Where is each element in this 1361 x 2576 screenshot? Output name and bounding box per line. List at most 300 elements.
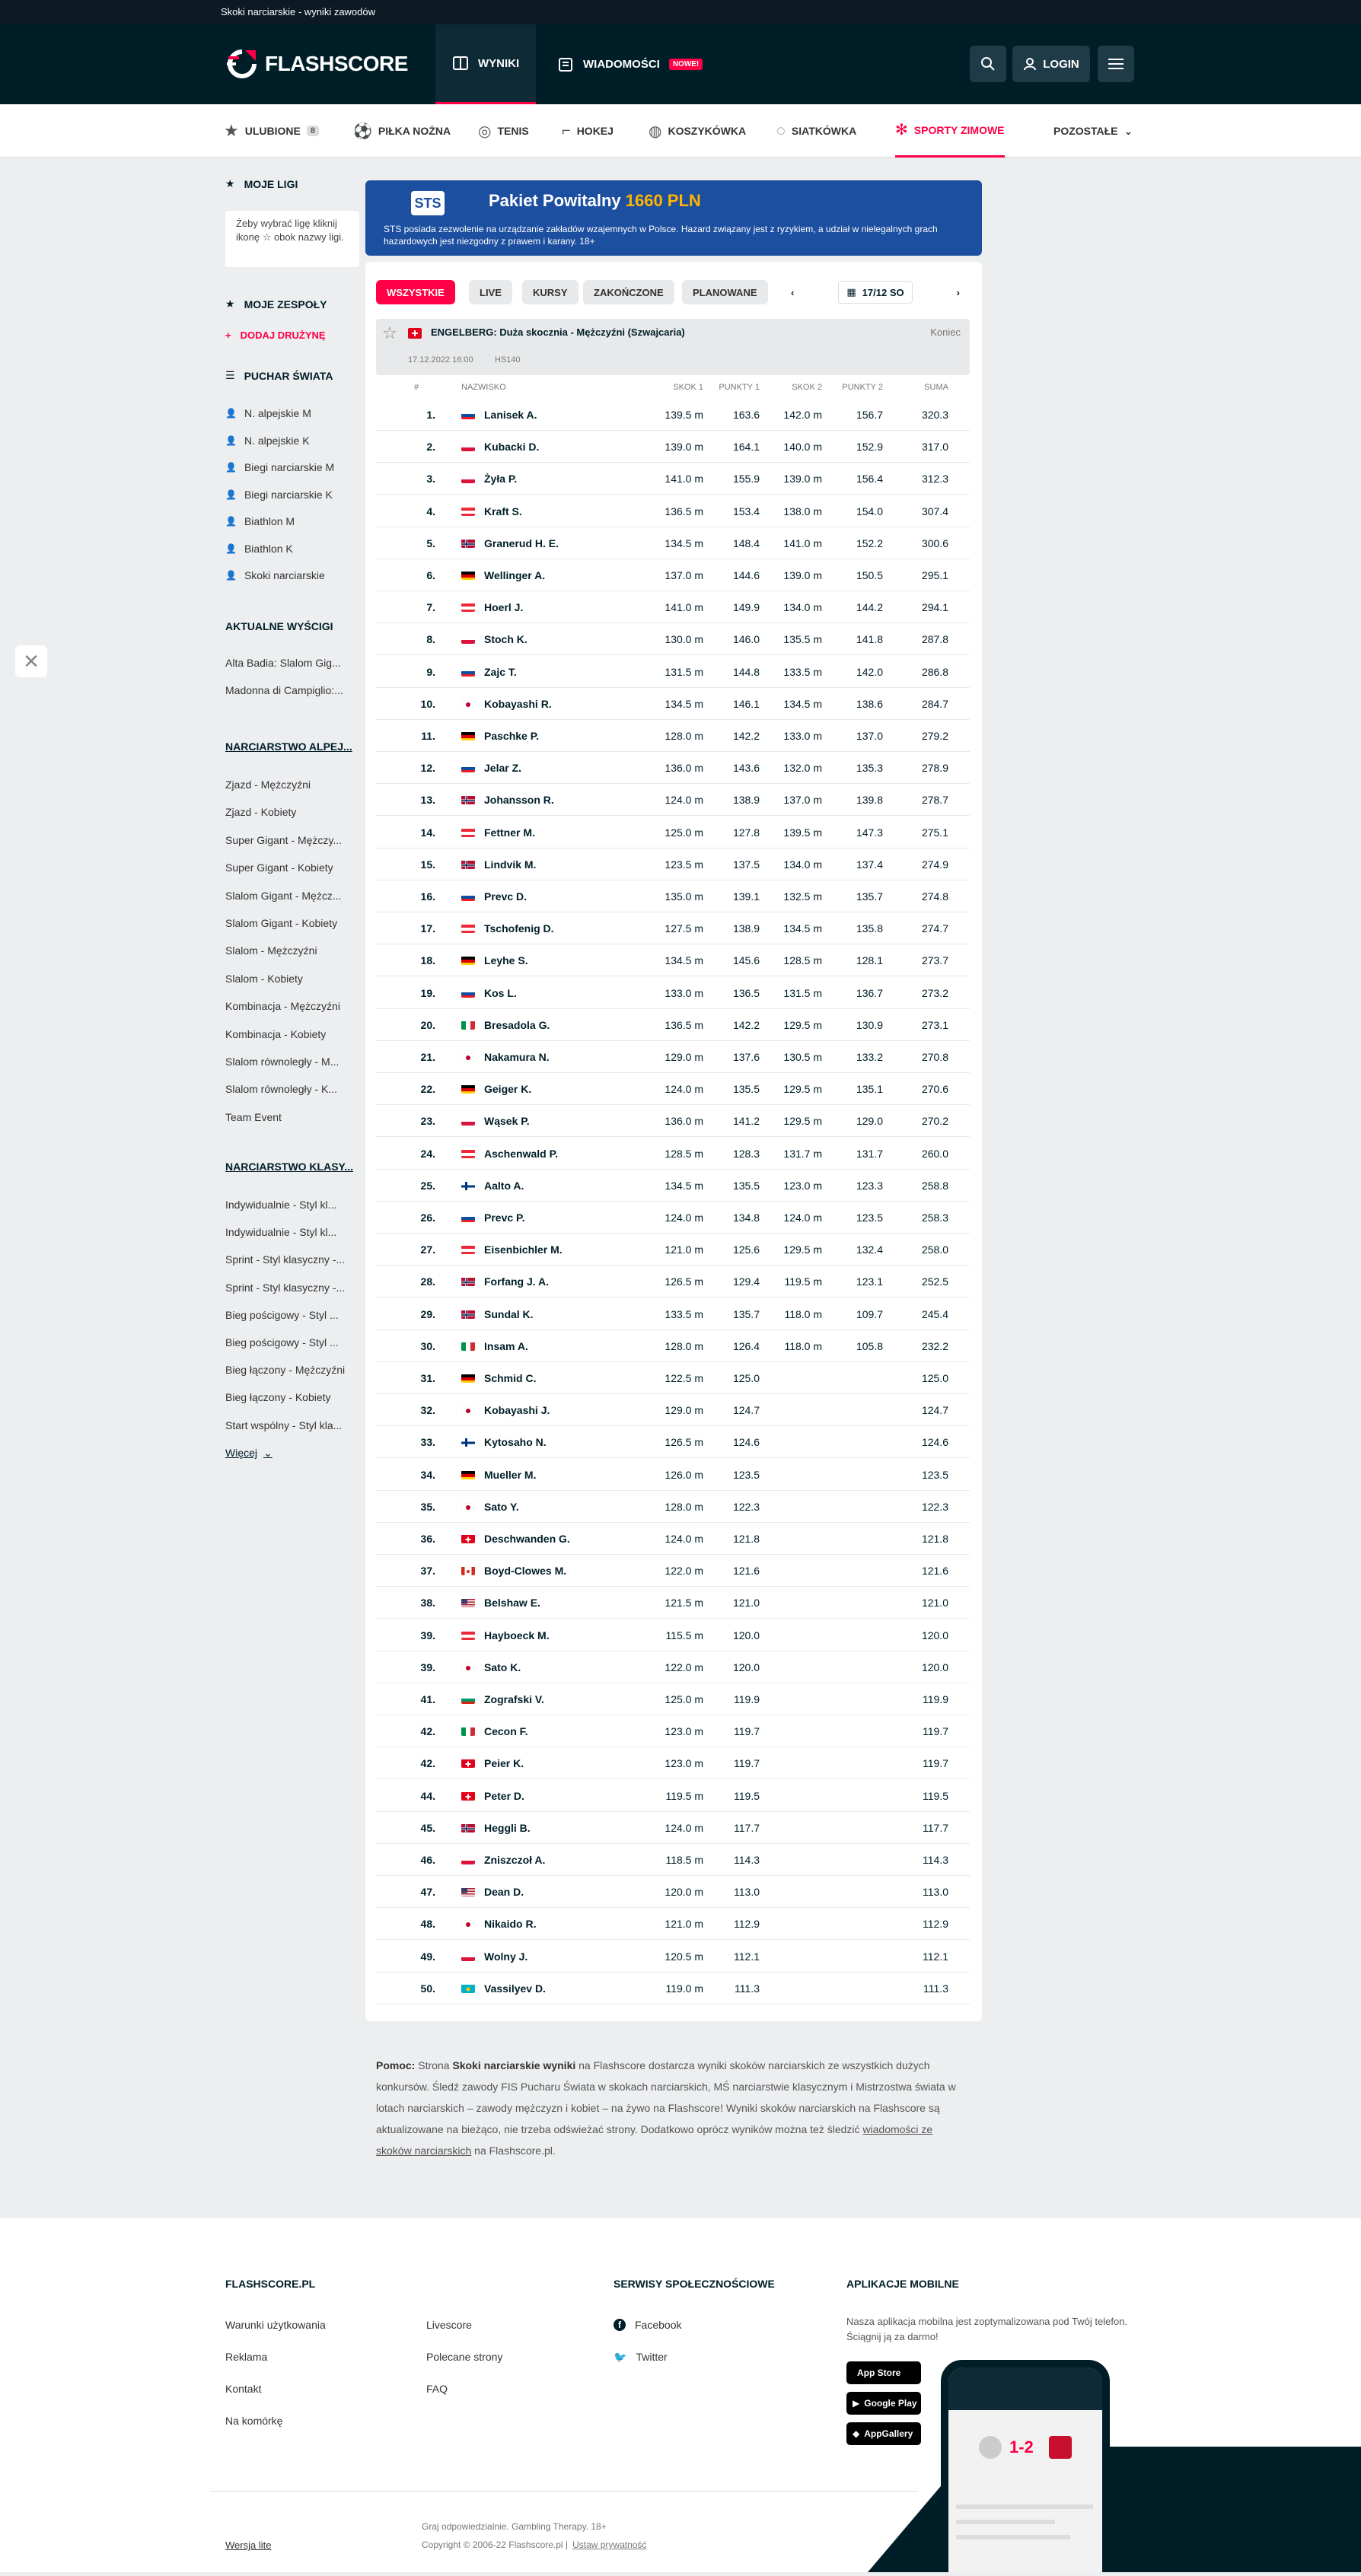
sport-label: ULUBIONE	[244, 125, 301, 137]
sport-pozostale[interactable]	[1053, 104, 1133, 158]
table-row[interactable]	[376, 1780, 970, 1812]
nav-wyniki-label: WYNIKI	[478, 56, 520, 70]
flag-slovenia-icon	[461, 892, 475, 901]
flag-austria-icon	[461, 1245, 475, 1254]
points2: 142.0	[856, 665, 883, 678]
sidebar-item[interactable]	[225, 917, 359, 929]
sidebar-item[interactable]	[225, 1309, 359, 1321]
person-icon: 👤	[225, 489, 237, 500]
footer-facebook-link[interactable]	[614, 2319, 681, 2331]
google-play-badge[interactable]	[846, 2392, 921, 2415]
table-row[interactable]	[376, 977, 970, 1009]
points1: 119.9	[734, 1693, 760, 1705]
phone-mockup	[941, 2360, 1110, 2572]
col-jump2: SKOK 2	[792, 383, 822, 392]
sidebar-item[interactable]	[225, 543, 359, 555]
sport-label: SIATKÓWKA	[791, 125, 857, 137]
table-row[interactable]	[376, 1651, 970, 1683]
rank: 25.	[420, 1179, 435, 1192]
table-row[interactable]	[376, 431, 970, 463]
table-row[interactable]	[376, 1523, 970, 1555]
total: 274.9	[921, 858, 948, 871]
table-row[interactable]	[376, 912, 970, 944]
jump2: 134.0 m	[783, 601, 822, 614]
sidebar-item[interactable]	[225, 435, 359, 447]
sidebar-item[interactable]	[225, 1199, 359, 1211]
classic-section-link[interactable]: NARCIARSTWO KLASY...	[225, 1161, 353, 1173]
add-team-link[interactable]	[225, 330, 326, 341]
plus-icon: +	[225, 330, 231, 341]
points2: 147.3	[856, 826, 883, 839]
table-row[interactable]	[376, 1266, 970, 1298]
sidebar-item[interactable]	[225, 834, 359, 846]
jump2: 131.5 m	[783, 986, 822, 999]
rank: 45.	[420, 1821, 435, 1834]
points2: 135.1	[856, 1083, 883, 1096]
jump1: 121.0 m	[665, 1918, 703, 1931]
filter-zakonczone[interactable]: ZAKOŃCZONE	[583, 280, 674, 304]
total: 284.7	[921, 697, 948, 710]
table-row[interactable]	[376, 1941, 970, 1973]
jump2: 139.0 m	[783, 473, 822, 486]
sidebar-item[interactable]	[225, 1111, 359, 1123]
app-store-badge[interactable]	[846, 2361, 921, 2384]
login-button[interactable]	[1012, 46, 1090, 82]
athlete-name: Kobayashi R.	[484, 697, 552, 710]
table-row[interactable]	[376, 399, 970, 431]
points1: 136.5	[732, 986, 760, 999]
points2: 123.3	[856, 1179, 883, 1192]
sidebar-item[interactable]	[225, 1000, 359, 1012]
athlete-name: Hoerl J.	[484, 601, 524, 614]
sidebar-item-label: Alta Badia: Slalom Gig...	[225, 657, 341, 669]
flag-norway-icon	[461, 1277, 475, 1286]
more-link[interactable]	[225, 1447, 273, 1460]
jump1: 128.0 m	[665, 1500, 703, 1513]
person-icon: 👤	[225, 435, 237, 446]
search-button[interactable]	[970, 46, 1006, 82]
table-row[interactable]	[376, 1491, 970, 1523]
star-icon: ★	[224, 121, 239, 140]
jump1: 119.0 m	[665, 1982, 703, 1995]
jump2: 139.5 m	[783, 826, 822, 839]
flag-norway-icon	[461, 860, 475, 869]
sport-label: SPORTY ZIMOWE	[913, 123, 1005, 136]
table-row[interactable]	[376, 623, 970, 655]
athlete-name: Forfang J. A.	[484, 1275, 550, 1288]
total: 112.1	[923, 1950, 948, 1963]
jump2: 132.0 m	[783, 762, 822, 775]
athlete-name: Zniszczoł A.	[484, 1854, 546, 1866]
rank: 9.	[426, 665, 435, 678]
sport-koszykowka[interactable]	[649, 104, 746, 158]
col-points2: PUNKTY 2	[842, 383, 883, 392]
sidebar-item[interactable]	[225, 515, 359, 527]
nav-wyniki[interactable]	[435, 24, 536, 104]
sidebar-item-label: Bieg łączony - Kobiety	[225, 1391, 331, 1404]
alpine-section-link[interactable]: NARCIARSTWO ALPEJ...	[225, 740, 352, 753]
rank: 18.	[420, 954, 435, 967]
filter-live[interactable]: LIVE	[469, 280, 512, 304]
flag-japan-icon	[461, 1406, 475, 1415]
athlete-name: Sato K.	[484, 1661, 521, 1673]
favorites-count: 8	[307, 126, 319, 136]
flag-switzerland-icon	[461, 1759, 475, 1768]
table-row[interactable]	[376, 1973, 970, 2004]
promo-banner[interactable]	[365, 180, 982, 256]
sport-siatkowka[interactable]	[776, 104, 856, 158]
footer-apps-title: APLIKACJE MOBILNE	[846, 2278, 959, 2290]
athlete-name: Belshaw E.	[484, 1597, 540, 1610]
sport-label: POZOSTAŁE	[1053, 125, 1118, 137]
points1: 119.5	[734, 1789, 760, 1802]
table-row[interactable]	[376, 817, 970, 849]
nav-wiadomosci-label: WIADOMOŚCI	[583, 58, 660, 71]
total: 119.7	[923, 1725, 948, 1738]
total: 121.8	[921, 1533, 948, 1545]
sport-tenis[interactable]	[478, 104, 529, 158]
jump1: 139.0 m	[665, 441, 703, 454]
sidebar-item[interactable]	[225, 779, 359, 791]
event-title[interactable]: ENGELBERG: Duża skocznia - Mężczyźni (Szwajcaria)	[431, 326, 685, 338]
tennis-icon: ◎	[478, 123, 492, 140]
table-row[interactable]	[376, 688, 970, 720]
sidebar-item[interactable]	[225, 657, 359, 669]
table-row[interactable]	[376, 720, 970, 752]
athlete-name: Peter D.	[484, 1789, 524, 1802]
rank: 15.	[420, 858, 435, 871]
footer-link-faq[interactable]: FAQ	[426, 2383, 448, 2395]
table-row[interactable]	[376, 849, 970, 880]
play-icon: ▶	[853, 2398, 860, 2409]
flag-germany-icon	[461, 571, 475, 580]
sport-ulubione[interactable]	[224, 104, 319, 158]
table-row[interactable]	[376, 944, 970, 976]
athlete-name: Tschofenig D.	[484, 922, 554, 935]
jump2: 124.0 m	[783, 1212, 822, 1224]
points2: 137.0	[856, 730, 883, 742]
table-row[interactable]	[376, 1876, 970, 1908]
jump1: 123.0 m	[665, 1757, 703, 1770]
jump1: 130.0 m	[665, 633, 703, 646]
footer-link-terms[interactable]: Warunki użytkowania	[225, 2319, 326, 2331]
results-column-header	[376, 376, 970, 399]
table-row[interactable]	[376, 463, 970, 495]
table-row[interactable]	[376, 752, 970, 784]
col-points1: PUNKTY 1	[719, 383, 760, 392]
table-row[interactable]	[376, 495, 970, 527]
rank: 38.	[420, 1597, 435, 1610]
jump2: 142.0 m	[783, 409, 822, 421]
current-races-heading: AKTUALNE WYŚCIGI	[225, 620, 333, 632]
footer-apps-text: Nasza aplikacja mobilna jest zoptymalizowana pod Twój telefon. Ściągnij ją za darmo!	[846, 2316, 1128, 2342]
lite-version-link[interactable]: Wersja lite	[225, 2539, 272, 2551]
filter-planowane[interactable]: PLANOWANE	[682, 280, 768, 304]
jump1: 122.0 m	[665, 1661, 703, 1673]
table-row[interactable]	[376, 1073, 970, 1105]
table-row[interactable]	[376, 1170, 970, 1202]
total: 258.3	[921, 1212, 948, 1224]
event-header	[376, 319, 970, 375]
sidebar-item[interactable]	[225, 944, 359, 957]
table-row[interactable]	[376, 1459, 970, 1491]
my-teams-label: MOJE ZESPOŁY	[244, 298, 327, 310]
sidebar-item[interactable]	[225, 806, 359, 818]
table-row[interactable]	[376, 1908, 970, 1940]
total: 278.9	[921, 762, 948, 775]
footer	[0, 2218, 1361, 2572]
total: 274.7	[921, 922, 948, 935]
table-row[interactable]	[376, 1009, 970, 1041]
close-side-button[interactable]	[15, 645, 47, 677]
total: 252.5	[921, 1275, 948, 1288]
flag-austria-icon	[461, 924, 475, 933]
points1: 117.7	[734, 1821, 760, 1834]
rank: 3.	[426, 473, 435, 486]
points1: 124.6	[732, 1436, 760, 1449]
points1: 112.9	[734, 1918, 760, 1931]
sport-hokej[interactable]	[562, 104, 614, 158]
points1: 138.9	[732, 922, 760, 935]
table-row[interactable]	[376, 1555, 970, 1587]
table-row[interactable]	[376, 1844, 970, 1876]
sidebar-item[interactable]	[225, 1391, 359, 1403]
rank: 26.	[420, 1212, 435, 1224]
flag-switzerland-icon	[461, 1791, 475, 1801]
athlete-name: Prevc P.	[484, 1212, 525, 1224]
points1: 142.2	[732, 730, 760, 742]
table-row[interactable]	[376, 1715, 970, 1747]
footer-link-livescore[interactable]: Livescore	[426, 2319, 472, 2331]
flag-italy-icon	[461, 1021, 475, 1030]
table-row[interactable]	[376, 880, 970, 912]
total: 307.4	[921, 505, 948, 517]
footer-twitter-link[interactable]	[614, 2351, 668, 2364]
table-row[interactable]	[376, 527, 970, 559]
table-row[interactable]	[376, 1683, 970, 1715]
footer-link-recommended[interactable]: Polecane strony	[426, 2351, 503, 2363]
help-text	[376, 2055, 970, 2161]
col-sum: SUMA	[924, 383, 948, 392]
sidebar-item[interactable]	[225, 1364, 359, 1376]
rank: 12.	[420, 762, 435, 775]
table-row[interactable]	[376, 784, 970, 816]
rank: 7.	[426, 601, 435, 614]
rank: 16.	[420, 890, 435, 903]
jump2: 119.5 m	[784, 1275, 822, 1288]
appgallery-badge[interactable]	[846, 2422, 921, 2445]
privacy-link[interactable]: Ustaw prywatność	[572, 2539, 647, 2550]
points2: 141.8	[856, 633, 883, 646]
table-row[interactable]	[376, 1362, 970, 1394]
flag-italy-icon	[461, 1727, 475, 1736]
date-picker	[780, 280, 971, 304]
total: 270.2	[921, 1115, 948, 1128]
jump2: 133.0 m	[783, 730, 822, 742]
sidebar-item[interactable]	[225, 1253, 359, 1266]
table-row[interactable]	[376, 656, 970, 688]
sidebar-item[interactable]	[225, 489, 359, 501]
sidebar-item[interactable]	[225, 1028, 359, 1040]
chevron-down-icon: ⌄	[1124, 124, 1133, 137]
points2: 105.8	[856, 1339, 883, 1352]
filter-wszystkie[interactable]: WSZYSTKIE	[376, 280, 455, 304]
total: 113.0	[923, 1886, 948, 1899]
sidebar-item[interactable]	[225, 1056, 359, 1068]
table-row[interactable]	[376, 1105, 970, 1137]
sidebar-item[interactable]	[225, 973, 359, 985]
flag-poland-icon	[461, 635, 475, 644]
favorite-star-icon[interactable]: ☆	[382, 323, 397, 342]
sidebar-item[interactable]	[225, 1336, 359, 1348]
sts-logo: STS	[411, 191, 445, 215]
rank: 23.	[420, 1115, 435, 1128]
sidebar-item-label: Slalom równoległy - M...	[225, 1056, 339, 1068]
flag-germany-icon	[461, 731, 475, 740]
sidebar-item[interactable]	[225, 1282, 359, 1294]
points2: 135.8	[856, 922, 883, 935]
sidebar-item[interactable]	[225, 890, 359, 902]
total: 273.7	[921, 954, 948, 967]
athlete-name: Wellinger A.	[484, 569, 546, 581]
sidebar-item[interactable]	[225, 461, 359, 473]
sidebar-item-label: Biathlon M	[244, 515, 295, 527]
total: 320.3	[921, 409, 948, 421]
athlete-name: Jelar Z.	[484, 762, 522, 775]
rank: 17.	[420, 922, 435, 935]
sidebar-item-label: Biegi narciarskie K	[244, 488, 333, 501]
sidebar-item[interactable]	[225, 861, 359, 874]
points1: 142.2	[732, 1018, 760, 1031]
jump2: 135.5 m	[783, 633, 822, 646]
sport-label: HOKEJ	[576, 125, 614, 137]
rank: 30.	[420, 1339, 435, 1352]
jump2: 128.5 m	[783, 954, 822, 967]
sidebar-item[interactable]	[225, 1419, 359, 1431]
table-row[interactable]	[376, 1298, 970, 1330]
news-link[interactable]: wiadomości ze skoków narciarskich	[376, 2123, 933, 2157]
menu-button[interactable]	[1098, 46, 1134, 82]
athlete-name: Peier K.	[484, 1757, 524, 1770]
athlete-name: Kubacki D.	[484, 441, 540, 454]
points2: 136.7	[856, 986, 883, 999]
athlete-name: Nakamura N.	[484, 1051, 550, 1063]
rank: 47.	[420, 1886, 435, 1899]
logo[interactable]	[225, 50, 408, 78]
points2: 152.9	[856, 441, 883, 454]
sidebar-item-label: Start wspólny - Styl kla...	[225, 1419, 343, 1431]
sport-pilka-nozna[interactable]	[353, 104, 451, 158]
pin-icon: ★	[225, 298, 235, 310]
total: 287.8	[921, 633, 948, 646]
jump2: 137.0 m	[783, 794, 822, 807]
footer-social-title: SERWISY SPOŁECZNOŚCIOWE	[614, 2278, 775, 2290]
logo-text: FLASHSCORE	[265, 52, 408, 75]
jump1: 139.5 m	[665, 409, 703, 421]
my-leagues-tip: Żeby wybrać ligę kliknij ikonę ☆ obok nazwy ligi.	[225, 211, 359, 267]
sidebar-item[interactable]	[225, 569, 359, 581]
copyright: Copyright © 2006-22 Flashscore.pl |	[422, 2539, 569, 2550]
nav-wiadomosci[interactable]	[540, 24, 719, 104]
table-row[interactable]	[376, 1619, 970, 1651]
sidebar-item[interactable]	[225, 407, 359, 419]
total: 111.3	[923, 1982, 948, 1995]
sidebar-item-label: Kombinacja - Kobiety	[225, 1027, 327, 1040]
table-row[interactable]	[376, 1234, 970, 1266]
rank: 28.	[420, 1275, 435, 1288]
table-row[interactable]	[376, 1587, 970, 1619]
footer-link-contact[interactable]: Kontakt	[225, 2383, 262, 2395]
sidebar-item[interactable]	[225, 1083, 359, 1095]
filter-kursy[interactable]: KURSY	[522, 280, 579, 304]
news-icon	[557, 56, 574, 73]
athlete-name: Stoch K.	[484, 633, 528, 646]
jump1: 129.0 m	[665, 1051, 703, 1063]
table-row[interactable]	[376, 1394, 970, 1426]
jump1: 124.0 m	[665, 1821, 703, 1834]
new-badge: NOWE!	[669, 59, 703, 70]
table-row[interactable]	[376, 1138, 970, 1170]
points1: 139.1	[732, 890, 760, 903]
athlete-name: Eisenbichler M.	[484, 1243, 563, 1256]
table-row[interactable]	[376, 1202, 970, 1234]
date-button[interactable]	[838, 281, 912, 304]
sidebar-item-label: Skoki narciarskie	[244, 569, 325, 581]
help-pre: Strona	[418, 2059, 450, 2071]
table-row[interactable]	[376, 559, 970, 591]
points1: 146.0	[732, 633, 760, 646]
table-row[interactable]	[376, 1330, 970, 1362]
sidebar-item[interactable]	[225, 684, 359, 696]
table-row[interactable]	[376, 1041, 970, 1073]
date-label: 17/12 SO	[862, 286, 904, 298]
sport-menu	[0, 104, 1361, 158]
table-row[interactable]	[376, 1812, 970, 1844]
sidebar-item-label: Slalom - Kobiety	[225, 972, 303, 985]
footer-divider	[210, 2491, 918, 2492]
table-row[interactable]	[376, 1747, 970, 1779]
flag-finland-icon	[461, 1438, 475, 1447]
points2: 123.5	[856, 1212, 883, 1224]
table-row[interactable]	[376, 1426, 970, 1458]
flag-austria-icon	[461, 507, 475, 516]
points1: 143.6	[732, 762, 760, 775]
sidebar-item[interactable]	[225, 1226, 359, 1238]
athlete-name: Dean D.	[484, 1886, 524, 1899]
rank: 5.	[426, 537, 435, 549]
points2: 156.7	[856, 409, 883, 421]
jump1: 126.5 m	[665, 1275, 703, 1288]
athlete-name: Insam A.	[484, 1339, 528, 1352]
chevron-right-icon[interactable]: ›	[956, 286, 960, 298]
footer-link-mobile[interactable]: Na komórkę	[225, 2415, 283, 2427]
athlete-name: Zajc T.	[484, 665, 517, 678]
table-row[interactable]	[376, 591, 970, 623]
person-icon: 👤	[225, 516, 237, 527]
footer-link-ads[interactable]: Reklama	[225, 2351, 268, 2363]
sport-sporty-zimowe[interactable]	[895, 104, 1005, 158]
sidebar-item-label: Sprint - Styl klasyczny -...	[225, 1253, 346, 1266]
rank: 39.	[420, 1661, 435, 1673]
flag-austria-icon	[461, 1631, 475, 1640]
appgallery-label: AppGallery	[864, 2428, 913, 2439]
rank: 20.	[420, 1018, 435, 1031]
jump1: 118.5 m	[665, 1854, 703, 1866]
jump1: 125.0 m	[665, 1693, 703, 1705]
total: 294.1	[921, 601, 948, 614]
login-label: LOGIN	[1043, 57, 1079, 71]
chevron-left-icon[interactable]: ‹	[791, 286, 795, 298]
